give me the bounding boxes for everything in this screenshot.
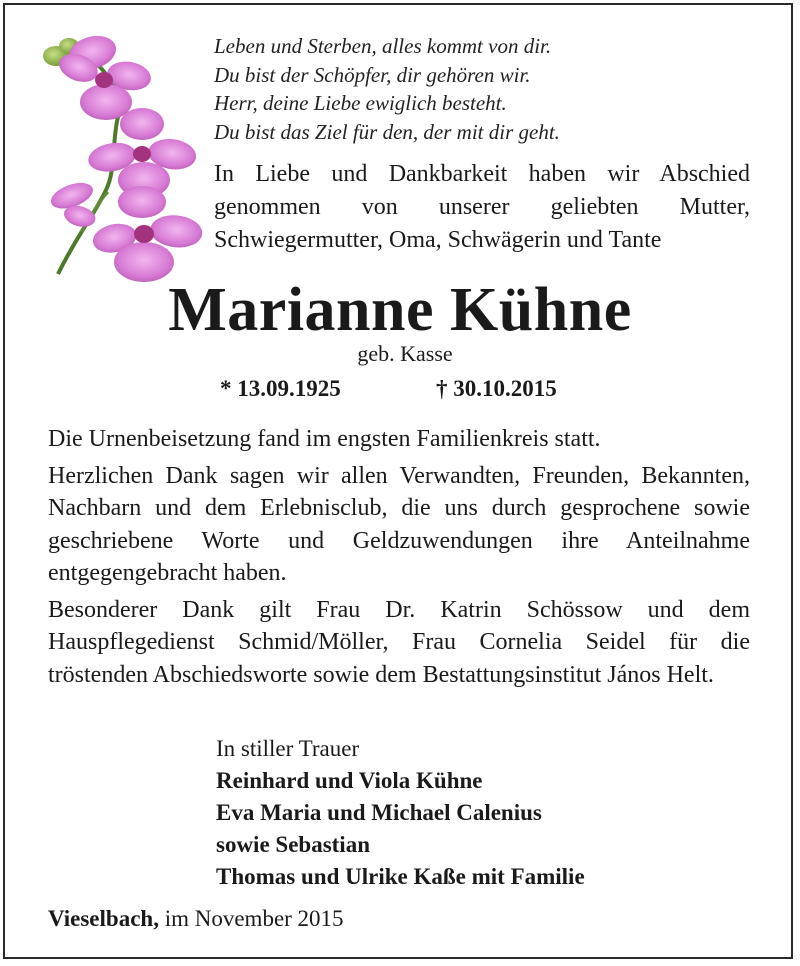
mourner-name: Thomas und Ulrike Kaße mit Familie (216, 864, 585, 889)
birth-date: * 13.09.1925 (220, 376, 341, 401)
intro-text: In Liebe und Dankbarkeit haben wir Abschied genommen von unserer geliebten Mutter, Schwiegermutter, Oma, Schwägerin und Tante (214, 161, 750, 253)
paragraph: Herzlichen Dank sagen wir allen Verwandten, Freunden, Bekannten, Nachbarn und dem Erlebnisclub, die uns durch gesprochene sowie geschriebene Worte und Geldzuwendungen ihre Anteilnahme entgegengebracht haben. (48, 462, 750, 586)
paragraph: Die Urnenbeisetzung fand im engsten Familienkreis statt. (48, 426, 601, 452)
signature-heading: In stiller Trauer (216, 736, 360, 761)
footer-place: Vieselbach, (48, 906, 159, 931)
birth-name: geb. Kasse (357, 341, 453, 366)
poem-line: Herr, deine Liebe ewiglich besteht. (214, 91, 507, 115)
footer (48, 903, 344, 935)
poem-line: Du bist das Ziel für den, der mit dir geht. (214, 119, 560, 144)
body-text (48, 423, 750, 695)
poem-line: Du bist der Schöpfer, dir gehören wir. (214, 62, 531, 87)
poem (214, 32, 784, 146)
paragraph: Besonderer Dank gilt Frau Dr. Katrin Schössow und dem Hauspflegedienst Schmid/Möller, Frau Cornelia Seidel für die tröstenden Abschiedsworte sowie dem Bestattungsinstitut János Helt. (48, 596, 750, 688)
mourner-name: Reinhard und Viola Kühne (216, 768, 483, 793)
orchid-icon (36, 22, 206, 282)
death-date: † 30.10.2015 (436, 376, 557, 401)
poem-line: Leben und Sterben, alles kommt von dir. (214, 34, 552, 58)
deceased-name: Marianne Kühne (168, 276, 632, 344)
signature-block (216, 733, 756, 893)
mourner-name: sowie Sebastian (216, 832, 370, 857)
mourner-name: Eva Maria und Michael Calenius (216, 800, 542, 825)
footer-date: im November 2015 (164, 906, 344, 931)
